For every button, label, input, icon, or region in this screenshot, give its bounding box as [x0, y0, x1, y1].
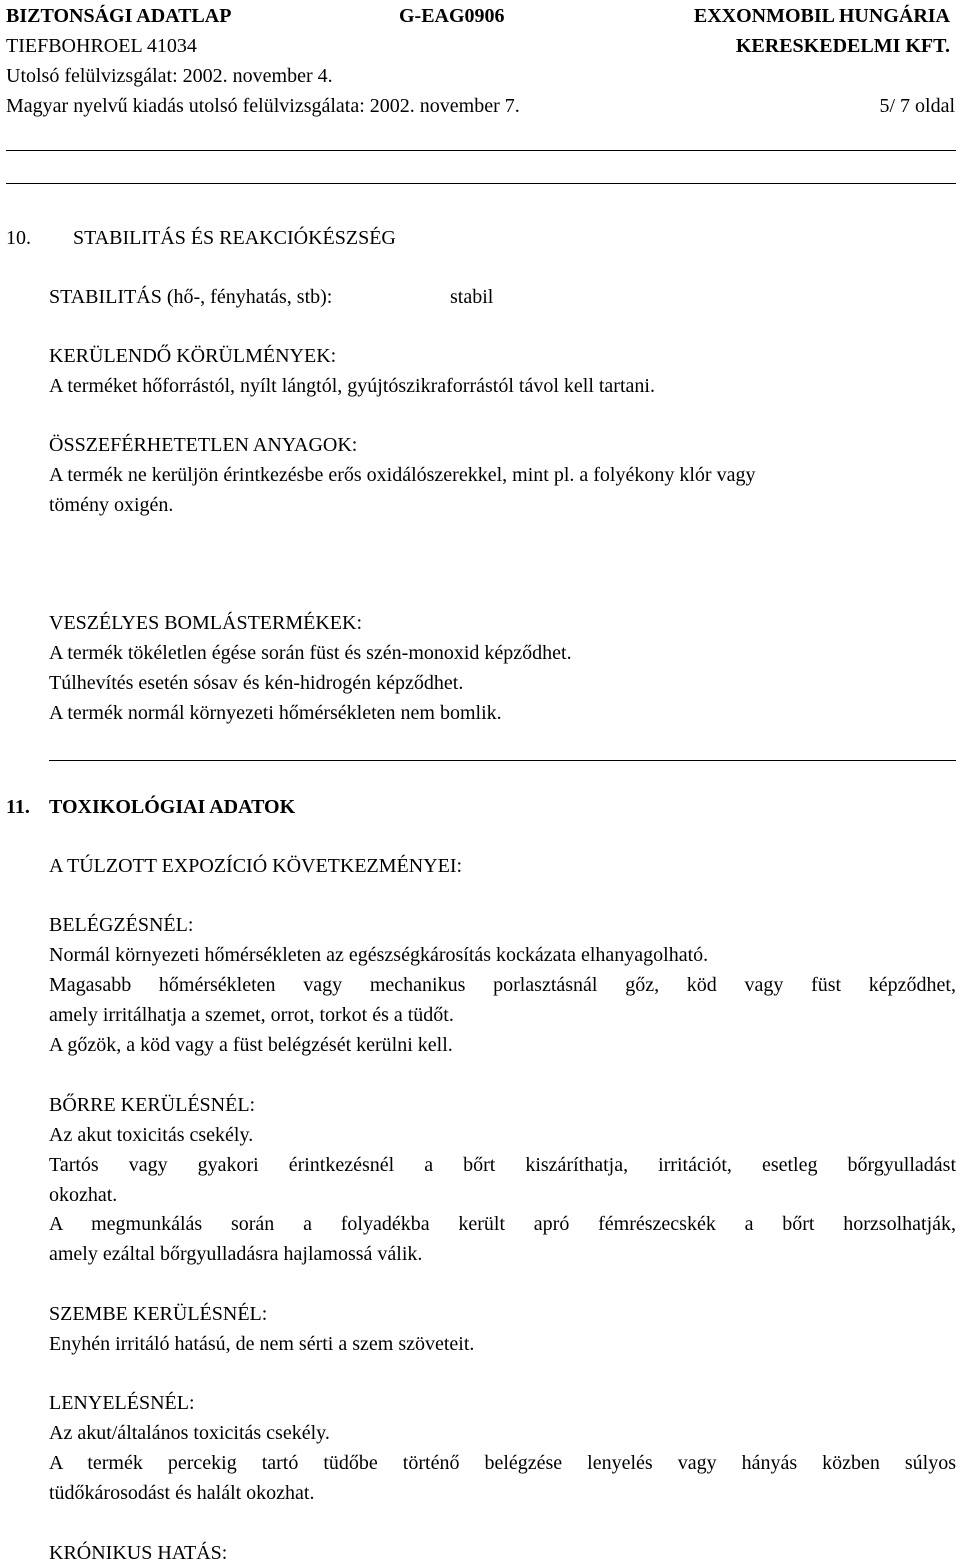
decomposition-products-line-3: A termék normál környezeti hőmérsékleten nem bomlik.	[49, 702, 502, 724]
chronic-effects-label: KRÓNIKUS HATÁS:	[49, 1542, 228, 1564]
incompatible-materials-line-2: tömény oxigén.	[49, 494, 174, 516]
incompatible-materials-label: ÖSSZEFÉRHETETLEN ANYAGOK:	[49, 434, 358, 456]
header-hungarian-edition: Magyar nyelvű kiadás utolsó felülvizsgálata: 2002. november 7.	[6, 95, 520, 117]
section-11-title: TOXIKOLÓGIAI ADATOK	[49, 796, 296, 818]
ingestion-label: LENYELÉSNÉL:	[49, 1392, 195, 1414]
skin-contact-label: BŐRRE KERÜLÉSNÉL:	[49, 1094, 256, 1116]
inhalation-label: BELÉGZÉSNÉL:	[49, 914, 194, 936]
header-page-number: 5/ 7 oldal	[879, 95, 955, 117]
inhalation-line-3: amely irritálhatja a szemet, orrot, torkot és a tüdőt.	[49, 1004, 454, 1026]
inhalation-line-1: Normál környezeti hőmérsékleten az egészségkárosítás kockázata elhanyagolható.	[49, 944, 709, 966]
inhalation-justified-line	[49, 970, 956, 1000]
stability-value: stabil	[450, 286, 494, 308]
stability-label: STABILITÁS (hő-, fényhatás, stb):	[49, 286, 333, 308]
skin-contact-line-5: amely ezáltal bőrgyulladásra hajlamossá válik.	[49, 1243, 423, 1265]
skin-contact-line-1: Az akut toxicitás csekély.	[49, 1124, 254, 1146]
header-last-review: Utolsó felülvizsgálat: 2002. november 4.	[6, 65, 333, 87]
section-10-number: 10.	[6, 227, 31, 249]
ingestion-justified-line	[49, 1448, 956, 1478]
inhalation-line-2: Magasabb hőmérsékleten vagy mechanikus porlasztásnál gőz, köd vagy füst képződhet,	[49, 974, 956, 996]
header-code: G-EAG0906	[399, 5, 505, 27]
decomposition-products-label: VESZÉLYES BOMLÁSTERMÉKEK:	[49, 612, 362, 634]
header-divider-top	[6, 150, 956, 151]
header-divider-bottom	[6, 183, 956, 184]
ingestion-line-1: Az akut/általános toxicitás csekély.	[49, 1422, 330, 1444]
inhalation-line-4: A gőzök, a köd vagy a füst belégzését kerülni kell.	[49, 1034, 453, 1056]
skin-contact-line-4: A megmunkálás során a folyadékba került apró fémrészecskék a bőrt horzsolhatják,	[49, 1213, 956, 1235]
header-title: BIZTONSÁGI ADATLAP	[6, 5, 232, 27]
skin-justified-line-b	[49, 1209, 956, 1239]
decomposition-products-line-2: Túlhevítés esetén sósav és kén-hidrogén képződhet.	[49, 672, 464, 694]
header-product: TIEFBOHROEL 41034	[6, 35, 197, 57]
header-company-line2: KERESKEDELMI KFT.	[735, 35, 950, 57]
ingestion-line-2: A termék percekig tartó tüdőbe történő belégzése lenyelés vagy hányás közben súlyos	[49, 1452, 956, 1474]
decomposition-products-line-1: A termék tökéletlen égése során füst és szén-monoxid képződhet.	[49, 642, 572, 664]
section-11-number: 11.	[6, 796, 30, 818]
section-10-title: STABILITÁS ÉS REAKCIÓKÉSZSÉG	[73, 227, 396, 249]
conditions-to-avoid-label: KERÜLENDŐ KÖRÜLMÉNYEK:	[49, 345, 337, 367]
skin-justified-line-a	[49, 1150, 956, 1180]
eye-contact-text: Enyhén irritáló hatású, de nem sérti a szem szöveteit.	[49, 1333, 475, 1355]
header-company-line1: EXXONMOBIL HUNGÁRIA	[693, 5, 950, 27]
conditions-to-avoid-text: A terméket hőforrástól, nyílt lángtól, gyújtószikraforrástól távol kell tartani.	[49, 375, 655, 397]
ingestion-line-3: tüdőkárosodást és halált okozhat.	[49, 1482, 315, 1504]
section-divider	[49, 760, 956, 761]
eye-contact-label: SZEMBE KERÜLÉSNÉL:	[49, 1303, 268, 1325]
skin-contact-line-2: Tartós vagy gyakori érintkezésnél a bőrt kiszáríthatja, irritációt, esetleg bőrgyulladást	[49, 1154, 956, 1176]
incompatible-materials-line-1: A termék ne kerüljön érintkezésbe erős oxidálószerekkel, mint pl. a folyékony klór vagy	[49, 464, 756, 486]
overexposure-label: A TÚLZOTT EXPOZÍCIÓ KÖVETKEZMÉNYEI:	[49, 855, 463, 877]
skin-contact-line-3: okozhat.	[49, 1184, 118, 1206]
